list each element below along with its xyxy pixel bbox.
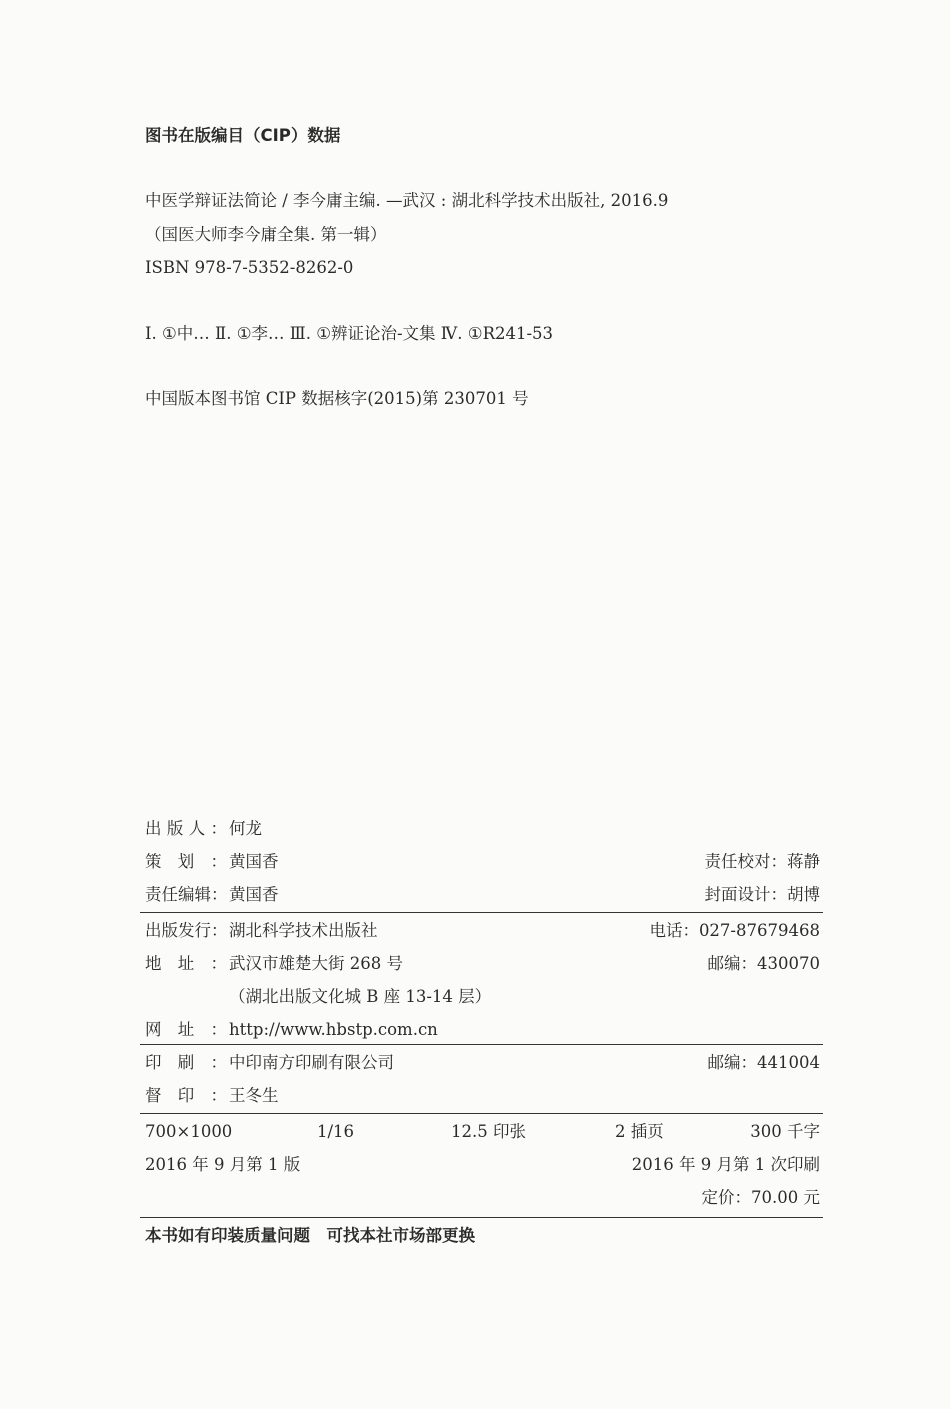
editor-row <box>145 883 820 907</box>
divider <box>140 1044 823 1045</box>
supervisor-row <box>145 1084 820 1108</box>
distributor-label: 出版发行： <box>145 921 228 940</box>
website-row <box>145 1018 820 1042</box>
edition: 2016 年 9 月第 1 版 <box>145 1155 301 1174</box>
edition-row <box>145 1153 820 1177</box>
website-value: http://www.hbstp.com.cn <box>229 1020 438 1039</box>
website-label: 网址： <box>145 1020 227 1039</box>
address-note: （湖北出版文化城 B 座 13-14 层） <box>229 987 492 1006</box>
printer-postcode-label: 邮编： <box>707 1053 757 1072</box>
supervisor-label: 督印： <box>145 1086 227 1105</box>
word-count: 300 千字 <box>750 1122 820 1141</box>
classification-line: Ⅰ. ①中… Ⅱ. ①李… Ⅲ. ①辨证论治-文集 Ⅳ. ①R241-53 <box>145 324 554 343</box>
address-row <box>145 952 820 976</box>
supervisor-value: 王冬生 <box>229 1086 279 1105</box>
cip-record-number: 中国版本图书馆 CIP 数据核字(2015)第 230701 号 <box>145 389 529 408</box>
publisher-person-label: 出版人： <box>145 819 227 838</box>
cip-series-line: （国医大师李今庸全集. 第一辑） <box>145 225 387 244</box>
address-value: 武汉市雄楚大街 268 号 <box>229 954 403 973</box>
printer-postcode-value: 441004 <box>757 1053 820 1072</box>
planning-row <box>145 850 820 874</box>
publisher-person-value: 何龙 <box>229 819 262 838</box>
price: 定价：70.00 元 <box>701 1188 820 1207</box>
publisher-person-row <box>145 817 820 841</box>
cip-catalog-line: 中医学辩证法简论 / 李今庸主编. —武汉 : 湖北科学技术出版社, 2016.9 <box>145 191 669 210</box>
divider <box>140 1113 823 1114</box>
planning-value: 黄国香 <box>229 852 279 871</box>
divider <box>140 1217 823 1218</box>
printer-row <box>145 1051 820 1075</box>
quality-notice: 本书如有印装质量问题 可找本社市场部更换 <box>145 1226 475 1245</box>
printer-label: 印刷： <box>145 1053 227 1072</box>
price-row <box>145 1186 820 1210</box>
printed-sheets: 12.5 印张 <box>451 1122 526 1141</box>
cover-design-label: 封面设计： <box>704 885 787 904</box>
postcode-value: 430070 <box>757 954 820 973</box>
proofreading-label: 责任校对： <box>704 852 787 871</box>
postcode-label: 邮编： <box>707 954 757 973</box>
address-label: 地址： <box>145 954 227 973</box>
address-note-row <box>145 985 820 1009</box>
phone-label: 电话： <box>649 921 699 940</box>
divider <box>140 912 823 913</box>
printing-impression: 2016 年 9 月第 1 次印刷 <box>631 1155 820 1174</box>
specs-row <box>145 1120 820 1144</box>
proofreading-value: 蒋静 <box>787 852 820 871</box>
cip-heading: 图书在版编目（CIP）数据 <box>145 126 341 145</box>
isbn: ISBN 978-7-5352-8262-0 <box>145 258 354 277</box>
format-size: 700×1000 <box>145 1122 233 1141</box>
printer-value: 中印南方印刷有限公司 <box>229 1053 394 1072</box>
phone-value: 027-87679468 <box>698 921 820 940</box>
planning-label: 策划： <box>145 852 227 871</box>
folio: 1/16 <box>317 1122 355 1141</box>
editor-label: 责任编辑： <box>145 885 228 904</box>
cover-design-value: 胡博 <box>787 885 820 904</box>
plates-count: 2 插页 <box>615 1122 664 1141</box>
distributor-row <box>145 919 820 943</box>
distributor-value: 湖北科学技术出版社 <box>229 921 378 940</box>
editor-value: 黄国香 <box>229 885 279 904</box>
